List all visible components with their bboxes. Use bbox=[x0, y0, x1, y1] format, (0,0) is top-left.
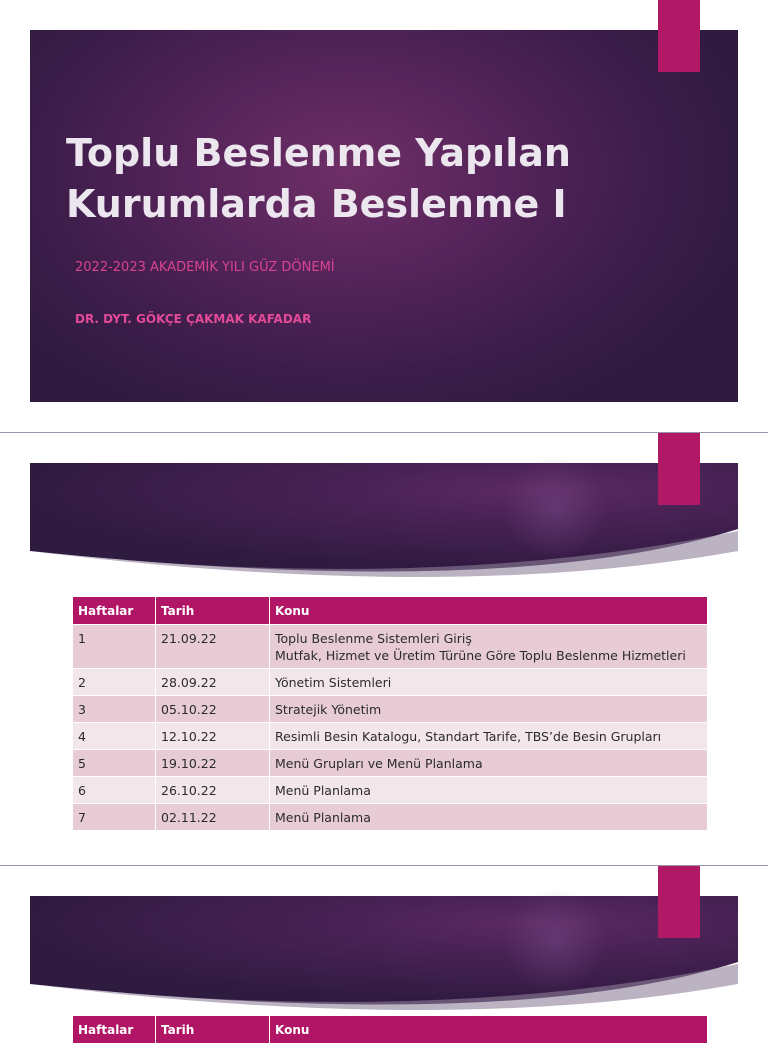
schedule-table bbox=[73, 597, 708, 830]
topic-line: Menü Planlama bbox=[275, 810, 371, 825]
week-cell: 7 bbox=[73, 804, 156, 831]
slide-author: DR. DYT. GÖKÇE ÇAKMAK KAFADAR bbox=[75, 312, 312, 326]
slide-subtitle: 2022-2023 AKADEMİK YILI GÜZ DÖNEMİ bbox=[75, 260, 335, 275]
topic-line: Toplu Beslenme Sistemleri Giriş bbox=[275, 631, 472, 646]
topic-cell bbox=[270, 777, 708, 804]
header-date: Tarih bbox=[156, 597, 270, 625]
slide-title bbox=[66, 128, 706, 230]
topic-line: Resimli Besin Katalogu, Standart Tarife, TBS’de Besin Grupları bbox=[275, 729, 662, 744]
topic-line: Mutfak, Hizmet ve Üretim Türüne Göre Toplu Beslenme Hizmetleri bbox=[275, 648, 686, 663]
table-row bbox=[73, 723, 708, 750]
week-cell: 4 bbox=[73, 723, 156, 750]
schedule-slide bbox=[0, 433, 768, 865]
schedule-table-partial bbox=[73, 1016, 708, 1043]
date-cell: 02.11.22 bbox=[156, 804, 270, 831]
header-weeks: Haftalar bbox=[73, 597, 156, 625]
title-content bbox=[30, 30, 738, 402]
topic-line: Yönetim Sistemleri bbox=[275, 675, 392, 690]
header-topic: Konu bbox=[270, 1016, 708, 1043]
header-date: Tarih bbox=[156, 1016, 270, 1043]
week-cell: 3 bbox=[73, 696, 156, 723]
topic-cell bbox=[270, 750, 708, 777]
topic-cell bbox=[270, 804, 708, 831]
table-row bbox=[73, 669, 708, 696]
accent-tab bbox=[658, 433, 700, 505]
date-cell: 28.09.22 bbox=[156, 669, 270, 696]
slide-banner bbox=[30, 896, 738, 1030]
week-cell: 1 bbox=[73, 625, 156, 669]
table-row bbox=[73, 804, 708, 831]
week-cell: 6 bbox=[73, 777, 156, 804]
header-weeks: Haftalar bbox=[73, 1016, 156, 1043]
table-row bbox=[73, 625, 708, 669]
table-row bbox=[73, 777, 708, 804]
schedule-slide-continued bbox=[0, 866, 768, 1037]
header-topic: Konu bbox=[270, 597, 708, 625]
title-line-1: Toplu Beslenme Yapılan bbox=[66, 131, 571, 175]
topic-cell bbox=[270, 669, 708, 696]
date-cell: 26.10.22 bbox=[156, 777, 270, 804]
table-header-row bbox=[73, 1016, 708, 1043]
topic-cell bbox=[270, 696, 708, 723]
date-cell: 21.09.22 bbox=[156, 625, 270, 669]
date-cell: 19.10.22 bbox=[156, 750, 270, 777]
table-row bbox=[73, 750, 708, 777]
topic-cell bbox=[270, 625, 708, 669]
topic-line: Menü Grupları ve Menü Planlama bbox=[275, 756, 483, 771]
topic-cell bbox=[270, 723, 708, 750]
table-header-row bbox=[73, 597, 708, 625]
week-cell: 2 bbox=[73, 669, 156, 696]
topic-line: Stratejik Yönetim bbox=[275, 702, 382, 717]
week-cell: 5 bbox=[73, 750, 156, 777]
title-slide bbox=[0, 0, 768, 432]
table-row bbox=[73, 696, 708, 723]
date-cell: 12.10.22 bbox=[156, 723, 270, 750]
date-cell: 05.10.22 bbox=[156, 696, 270, 723]
accent-tab bbox=[658, 866, 700, 938]
title-line-2: Kurumlarda Beslenme I bbox=[66, 182, 567, 226]
topic-line: Menü Planlama bbox=[275, 783, 371, 798]
slide-banner bbox=[30, 463, 738, 597]
